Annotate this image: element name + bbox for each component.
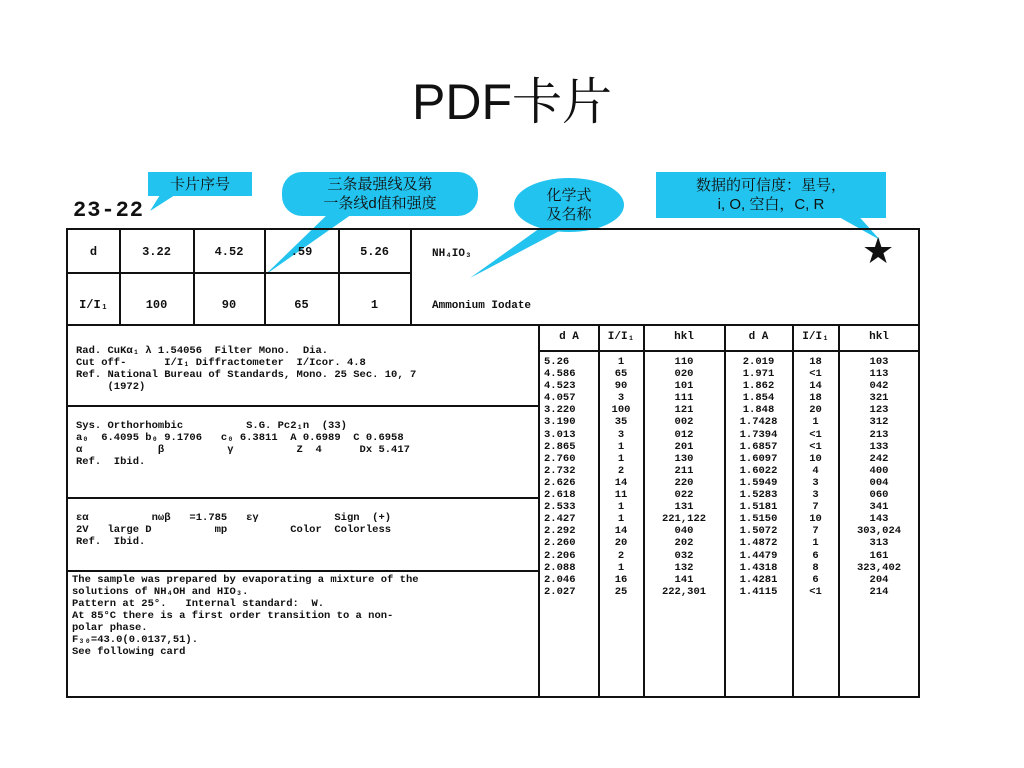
left-i-cell: 1: [617, 501, 625, 514]
left-hkl-column: [644, 356, 724, 598]
right-i-cell: 10: [809, 513, 822, 526]
callout-strongest-text: 三条最强线及第 一条线d值和强度: [323, 176, 437, 212]
left-i-cell: 20: [614, 537, 628, 550]
col-line: [410, 228, 412, 324]
left-hkl-cell: 020: [674, 368, 694, 381]
right-i-cell: 7: [812, 525, 819, 538]
left-d-cell: 3.190: [544, 416, 576, 429]
right-d-cell: 1.4281: [739, 573, 778, 586]
right-hkl-cell: 242: [869, 452, 889, 465]
right-hkl-cell: 312: [869, 416, 889, 429]
i-label: I/I₁: [79, 298, 108, 312]
right-i-cell: 3: [812, 489, 819, 502]
d-value-4: 5.26: [360, 245, 389, 259]
right-hkl-cell: 004: [869, 476, 889, 489]
right-hkl-cell: 133: [869, 440, 889, 453]
left-hkl-cell: 022: [674, 489, 694, 502]
i-value-2: 90: [221, 298, 237, 312]
left-d-cell: 2.206: [544, 549, 576, 562]
left-hkl-cell: 040: [674, 525, 694, 538]
left-d-cell: 2.427: [544, 513, 576, 526]
section-line: [66, 405, 538, 407]
right-d-cell: 1.5150: [739, 513, 778, 526]
top-divider: [66, 272, 412, 274]
left-hkl-cell: 141: [674, 573, 694, 586]
left-d-cell: 2.533: [544, 501, 576, 514]
d-label: d: [89, 245, 98, 259]
left-hkl-cell: 132: [674, 561, 694, 574]
right-hkl-cell: 123: [869, 404, 889, 417]
left-hkl-cell: 101: [674, 380, 694, 393]
right-i-cell: 8: [812, 561, 819, 574]
left-hkl-cell: 121: [674, 404, 694, 417]
left-hkl-cell: 012: [674, 428, 694, 441]
right-d-cell: 1.5181: [739, 501, 778, 514]
callout-reliability: [656, 172, 886, 218]
left-i-cell: 3: [617, 392, 625, 405]
i-value-3: 65: [294, 298, 309, 312]
right-hkl-cell: 214: [869, 585, 889, 598]
left-i-cell: 3: [617, 428, 625, 441]
left-d-cell: 3.013: [544, 428, 576, 441]
left-d-cell: 2.865: [544, 440, 576, 453]
right-d-cell: 1.7428: [739, 416, 778, 429]
right-hkl-cell: 323,402: [856, 561, 902, 574]
header-i-right: I/I₁: [802, 331, 829, 343]
right-d-cell: 1.4318: [739, 561, 778, 574]
right-d-cell: 1.4115: [739, 585, 778, 598]
right-i-cell: 18: [809, 392, 822, 405]
right-hkl-cell: 313: [869, 537, 889, 550]
left-i-cell: 2: [617, 549, 625, 562]
left-d-cell: 5.26: [544, 356, 570, 368]
left-i-cell: 1: [617, 513, 625, 526]
right-d-cell: 1.971: [742, 368, 775, 381]
right-d-column: [725, 356, 792, 598]
right-hkl-column: [839, 356, 919, 598]
notes-section: The sample was prepared by evaporating a mixture of the solutions of NH₄OH and HIO₃. Pattern at 25°. Internal standard: W. At 85°C there is a first order transition to a non- polar phase. F₃₀=43.0(0.0137,51). See following card: [72, 574, 419, 658]
right-hkl-cell: 213: [869, 428, 889, 441]
d-value-3: .59: [290, 245, 313, 259]
right-d-cell: 1.6857: [739, 440, 778, 453]
header-line: [538, 350, 920, 352]
left-i-cell: 2: [617, 464, 625, 477]
card-number: 23-22: [73, 198, 145, 223]
callout-strongest: [282, 172, 478, 216]
right-hkl-cell: 341: [869, 501, 889, 514]
right-d-cell: 1.5949: [739, 476, 778, 489]
right-d-cell: 1.862: [742, 380, 775, 393]
left-hkl-cell: 002: [674, 416, 694, 429]
callout-formula: [514, 178, 624, 232]
right-i-cell: 18: [809, 356, 822, 368]
left-d-cell: 2.027: [544, 585, 576, 598]
d-value-1: 3.22: [142, 245, 171, 259]
right-hkl-cell: 321: [869, 392, 889, 405]
right-d-cell: 1.6022: [739, 464, 778, 477]
left-hkl-cell: 222,301: [661, 585, 707, 598]
right-i-cell: 7: [812, 501, 819, 514]
right-d-cell: 1.5283: [739, 489, 778, 502]
left-hkl-cell: 211: [674, 464, 694, 477]
header-hkl-right: hkl: [869, 331, 889, 343]
right-hkl-cell: 060: [869, 489, 889, 502]
crystal-section: Sys. Orthorhombic S.G. Pc2₁n (33) a₀ 6.4095 b₀ 9.1706 c₀ 6.3811 A 0.6989 C 0.6958 α β γ Z 4 Dx 5.417 Ref. Ibid.: [76, 420, 410, 468]
left-hkl-cell: 130: [674, 452, 694, 465]
left-i-cell: 65: [614, 368, 628, 381]
right-i-cell: 20: [809, 404, 822, 417]
callout-reliability-text: 数据的可信度：星号， i, O, 空白，C, R: [695, 177, 846, 213]
right-hkl-cell: 042: [869, 380, 889, 393]
left-hkl-cell: 202: [674, 537, 694, 550]
right-hkl-cell: 400: [869, 464, 889, 477]
right-i-cell: 4: [812, 464, 819, 477]
left-hkl-cell: 201: [674, 440, 694, 453]
right-i-cell: 14: [809, 380, 822, 393]
i-value-4: 1: [370, 298, 379, 312]
left-i-column: [599, 356, 643, 598]
left-hkl-cell: 220: [674, 476, 694, 489]
section-line: [66, 570, 538, 572]
left-d-cell: 2.046: [544, 573, 576, 586]
header-i-left: I/I₁: [607, 331, 635, 343]
right-i-cell: 6: [812, 549, 819, 562]
left-i-cell: 90: [614, 380, 628, 393]
chemical-formula: NH₄IO₃: [432, 248, 472, 260]
right-d-cell: 1.5072: [739, 525, 778, 538]
left-d-cell: 4.057: [544, 392, 576, 405]
left-d-cell: 2.260: [544, 537, 576, 550]
page-title: PDF卡片: [412, 74, 612, 130]
left-d-cell: 2.732: [544, 464, 576, 477]
left-d-cell: 2.292: [544, 525, 576, 538]
right-hkl-cell: 103: [869, 356, 889, 368]
radiation-section: Rad. CuKα₁ λ 1.54056 Filter Mono. Dia. Cut off- I/I₁ Diffractometer I/Icor. 4.8 Ref. National Bureau of Standards, Mono. 25 Sec. 10, 7 (1972): [76, 345, 417, 393]
right-i-cell: 10: [809, 452, 822, 465]
left-d-cell: 3.220: [544, 404, 576, 417]
section-line: [66, 497, 538, 499]
header-hkl-left: hkl: [674, 331, 694, 343]
left-hkl-cell: 111: [674, 392, 694, 405]
header-d-left: d A: [559, 331, 579, 343]
left-i-cell: 14: [614, 476, 628, 489]
right-d-cell: 1.6097: [739, 452, 778, 465]
left-d-cell: 2.760: [544, 452, 576, 465]
left-d-cell: 2.088: [544, 561, 576, 574]
left-i-cell: 1: [617, 452, 625, 465]
left-i-cell: 25: [614, 585, 628, 598]
right-i-cell: <1: [809, 428, 822, 441]
right-i-column: [793, 356, 838, 598]
left-hkl-cell: 032: [674, 549, 694, 562]
right-i-cell: <1: [809, 440, 822, 453]
right-i-cell: <1: [809, 585, 822, 598]
left-i-cell: 100: [611, 404, 631, 417]
callout-serial: 卡片序号: [148, 172, 252, 196]
callout-formula-text: 化学式 及名称: [546, 187, 592, 223]
right-i-cell: 1: [812, 416, 819, 429]
left-i-cell: 11: [614, 489, 628, 502]
left-d-column: [540, 356, 602, 598]
chemical-name: Ammonium Iodate: [432, 300, 532, 312]
left-i-cell: 16: [614, 573, 628, 586]
right-d-cell: 2.019: [742, 356, 775, 368]
right-hkl-cell: 113: [869, 368, 889, 381]
left-i-cell: 1: [617, 440, 625, 453]
left-i-cell: 1: [617, 356, 625, 368]
right-i-cell: 1: [812, 537, 819, 550]
i-value-1: 100: [145, 298, 168, 312]
header-d-right: d A: [748, 331, 769, 343]
left-i-cell: 1: [617, 561, 625, 574]
right-hkl-cell: 143: [869, 513, 889, 526]
right-hkl-cell: 204: [869, 573, 889, 586]
right-d-cell: 1.4872: [739, 537, 778, 550]
right-d-cell: 1.854: [742, 392, 775, 405]
left-hkl-cell: 110: [674, 356, 694, 368]
left-d-cell: 2.618: [544, 489, 576, 502]
right-hkl-cell: 161: [869, 549, 889, 562]
left-i-cell: 14: [614, 525, 628, 538]
right-hkl-cell: 303,024: [856, 525, 902, 538]
left-hkl-cell: 131: [674, 501, 694, 514]
left-d-cell: 4.586: [544, 368, 576, 381]
left-d-cell: 2.626: [544, 476, 576, 489]
right-d-cell: 1.4479: [739, 549, 778, 562]
star-icon: ★: [862, 231, 895, 272]
right-d-cell: 1.848: [742, 404, 775, 417]
d-value-2: 4.52: [214, 245, 244, 259]
right-d-cell: 1.7394: [739, 428, 778, 441]
optical-section: εα nωβ =1.785 εγ Sign (+) 2V large D mp Color Colorless Ref. Ibid.: [76, 512, 392, 548]
left-d-cell: 4.523: [544, 380, 576, 393]
right-i-cell: 6: [812, 573, 819, 586]
right-i-cell: 3: [812, 476, 819, 489]
left-hkl-cell: 221,122: [661, 513, 707, 526]
left-i-cell: 35: [614, 416, 628, 429]
right-i-cell: <1: [809, 368, 822, 381]
